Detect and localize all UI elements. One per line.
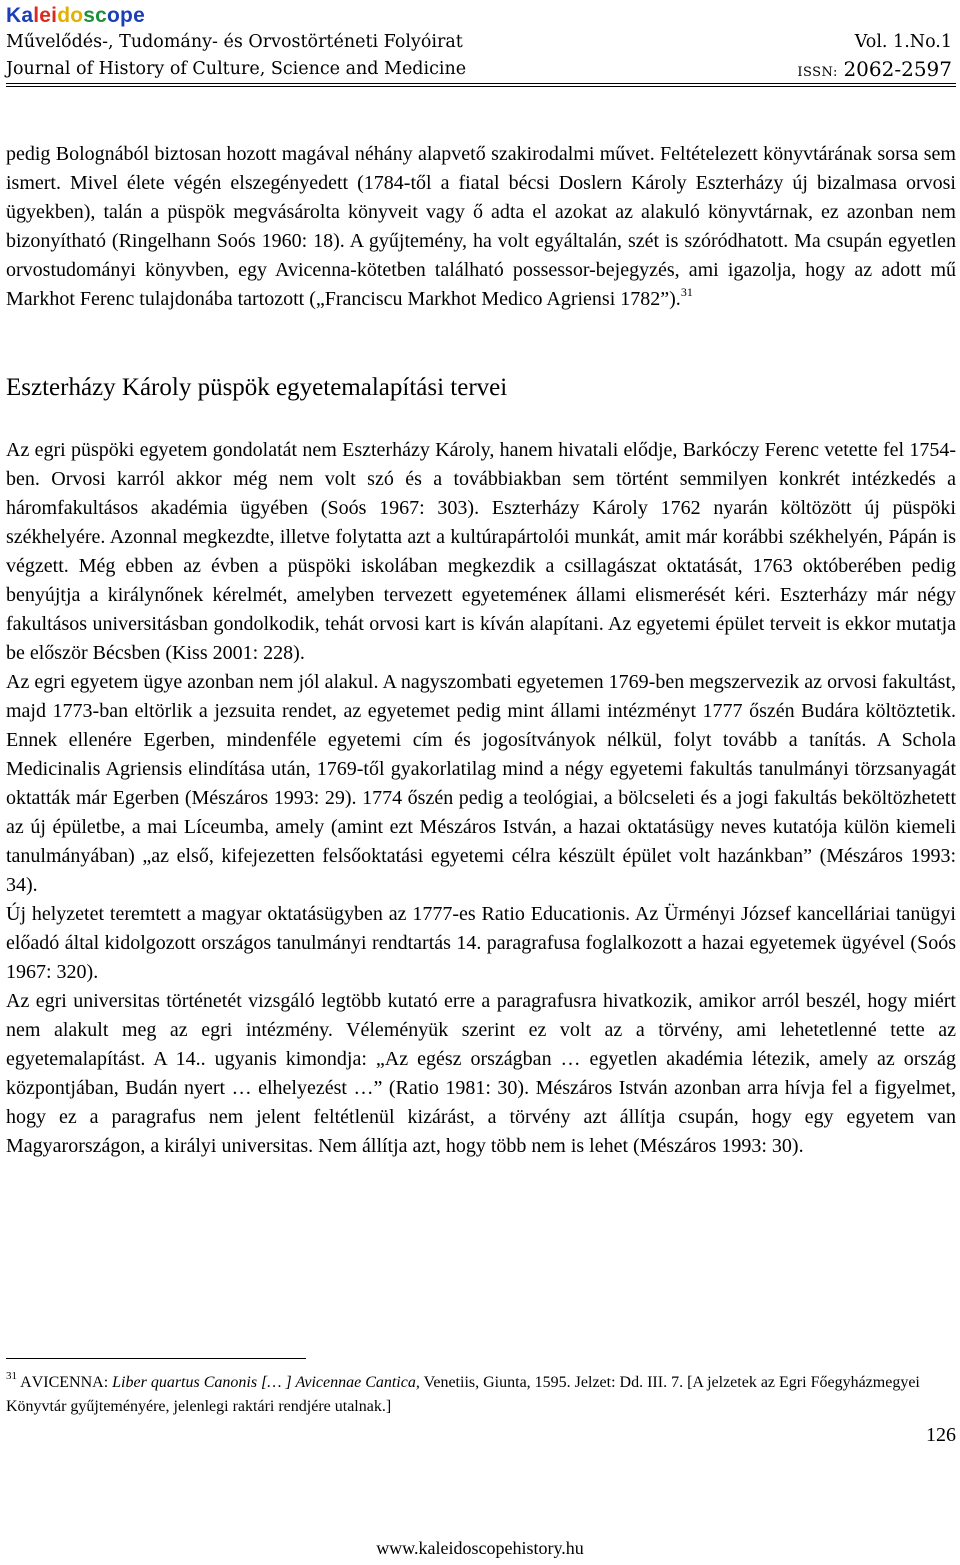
paragraph: Új helyzetet teremtett a magyar oktatásügyben az 1777-es Ratio Educationis. Az Ürményi József kancelláriai tanügyi előadó által kidolgozott országos tanulmányi rendtartás 14. paragrafusa foglalkozott a hazai egyetemek ügyével (Soós 1967: 320). [6, 903, 956, 983]
footnote-reference[interactable]: 31 [680, 285, 693, 299]
issn-number: 2062-2597 [843, 57, 952, 81]
header-divider [6, 83, 956, 84]
footnote-author-initial: A [20, 1374, 32, 1391]
footnote-author [20, 1374, 108, 1391]
footnote-divider [6, 1358, 306, 1359]
kaleidoscope-logo [6, 4, 145, 28]
paragraph: Az egri egyetem ügye azonban nem jól alakul. A nagyszombati egyetemen 1769-ben megszervezik az orvosi fakultást, majd 1773-ban eltörlik a jezsuita rendet, az egyetemet pedig mint állami intézményt 1777 őszén Budára költöztetik. Ennek ellenére Egerben, mindenféle egyetemi cím és jogosítványok nélkül, folyt tovább a tanítás. A Schola Medicinalis Agriensis elindítása után, 1769-től gyakorlatilag mind a négy egyetemi fakultás tanulmányi törzsanyagát oktatták már Egerben (Mészáros 1993: 29). 1774 őszén pedig a teológiai, a bölcseleti és a jogi fakultás beköltözhetett az új épületbe, a mai Líceumba, amely (amint ezt Mészáros István, a hazai oktatásügy neves kutatója külön kiemeli tanulmányában) „az első, kifejezetten felsőoktatási egyetemi célra készült épület volt hazánkban” (Mészáros 1993: 34). [6, 671, 956, 896]
logo-part: lei [33, 4, 58, 27]
issn-label: ISSN: [797, 65, 838, 80]
header-divider-secondary [6, 86, 956, 87]
logo-part: Ka [6, 4, 34, 27]
website-link[interactable]: www.kaleidoscopehistory.hu [376, 1538, 584, 1558]
footnote-colon: : [103, 1374, 109, 1391]
logo-part: do [57, 4, 84, 27]
footnote-details: Venetiis, Giunta, 1595. Jelzet: Dd. III. 7. [A jelzetek az Egri Főegyházmegyei Könyvtár gyűjteményére, jelenlegi raktári rendjére utalnak.] [6, 1374, 920, 1415]
volume-number: Vol. 1.No.1 [854, 32, 952, 52]
journal-title-hungarian: Művelődés-, Tudomány- és Orvostörténeti Folyóirat [6, 32, 463, 52]
logo-part: ope [107, 4, 145, 27]
logo-part: sc [83, 4, 108, 27]
article-body [6, 140, 956, 1161]
journal-title-english: Journal of History of Culture, Science and Medicine [6, 59, 467, 79]
footnote [6, 1371, 956, 1419]
journal-header [6, 2, 956, 80]
paragraph-text: pedig Bolognából biztosan hozott magával néhány alapvető szakirodalmi művet. Feltételezett könyvtárának sorsa sem ismert. Mivel élete végén elszegényedett (1784-től a fiatal bécsi Doslern Károly Eszterházy új bizalmasa orvosi ügyekben), talán a püspök megvásárolta könyveit vagy ő adta el azokat az alakuló könyvtárnak, ez azonban nem bizonyítható (Ringelhann Soós 1960: 18). A gyűjtemény, ha volt egyáltalán, szét is szóródhatott. Ma csupán egyetlen orvostudományi könyvben, egy Avicenna-kötetben található possessor-bejegyzés, ami igazolja, hogy az adott mű Markhot Ferenc tulajdonába tartozott („Franciscu Markhot Medico Agriensi 1782”). [6, 143, 956, 310]
footnote-title: Liber quartus Canonis [… ] Avicennae Cantica, [112, 1374, 420, 1391]
footnote-author-rest: VICENNA [31, 1374, 104, 1391]
section-spacer [6, 403, 956, 436]
issn [797, 58, 952, 84]
page-number: 126 [926, 1424, 956, 1446]
footnote-number: 31 [6, 1370, 17, 1382]
paragraph: Az egri püspöki egyetem gondolatát nem Eszterházy Károly, hanem hivatali elődje, Barkóczy Ferenc vetette fel 1754-ben. Orvosi karról akkor még nem volt szó és a továbbiakban sem történt semmilyen konkrét intézkedés a háromfakultásos akadémia ügyében (Soós 1967: 303). Eszterházy Károly 1762 nyarán költözött új püspöki székhelyére. Azonnal megkezdte, illetve folytatta azt a kultúrapártolói munkát, amit már korábbi székhelyén, Pápán is végzett. Még ebben az évben a püspöki iskolában megkezdik a csillagászat oktatását, 1763 októberében pedig benyújtja a királynőnek kérelmét, amelyben tervezett egyeteméneк állami elismerését kéri. Eszterházy már négy fakultásos universitásban gondolkodik, tehát orvosi kart is kíván alapítani. Az egyetemi épület terveit is ekkor mutatja be először Bécsben (Kiss 2001: 228). [6, 439, 956, 664]
section-heading: Eszterházy Károly püspök egyetemalapítási tervei [6, 374, 508, 401]
paragraph: Az egri universitas történetét vizsgáló legtöbb kutató erre a paragrafusra hivatkozik, amikor arról beszél, hogy miért nem alakult meg az egri intézmény. Véleményük szerint ez volt az a törvény, ami lehetetlenné tette az egyetemalapítást. A 14.. ugyanis kimondja: „Az egész országban … egyetlen akadémia létezik, amely az ország központjában, Budán nyert … elhelyezést …” (Ratio 1981: 30). Mészáros István azonban arra hívja fel a figyelmet, hogy ez a paragrafus nem jelent feltétlenül kizárást, a törvény azt állítja csupán, hogy egy egyetem van Magyarországon, a királyi universitas. Nem állítja azt, hogy több nem is lehet (Mészáros 1993: 30). [6, 990, 956, 1157]
paragraph [6, 140, 956, 314]
